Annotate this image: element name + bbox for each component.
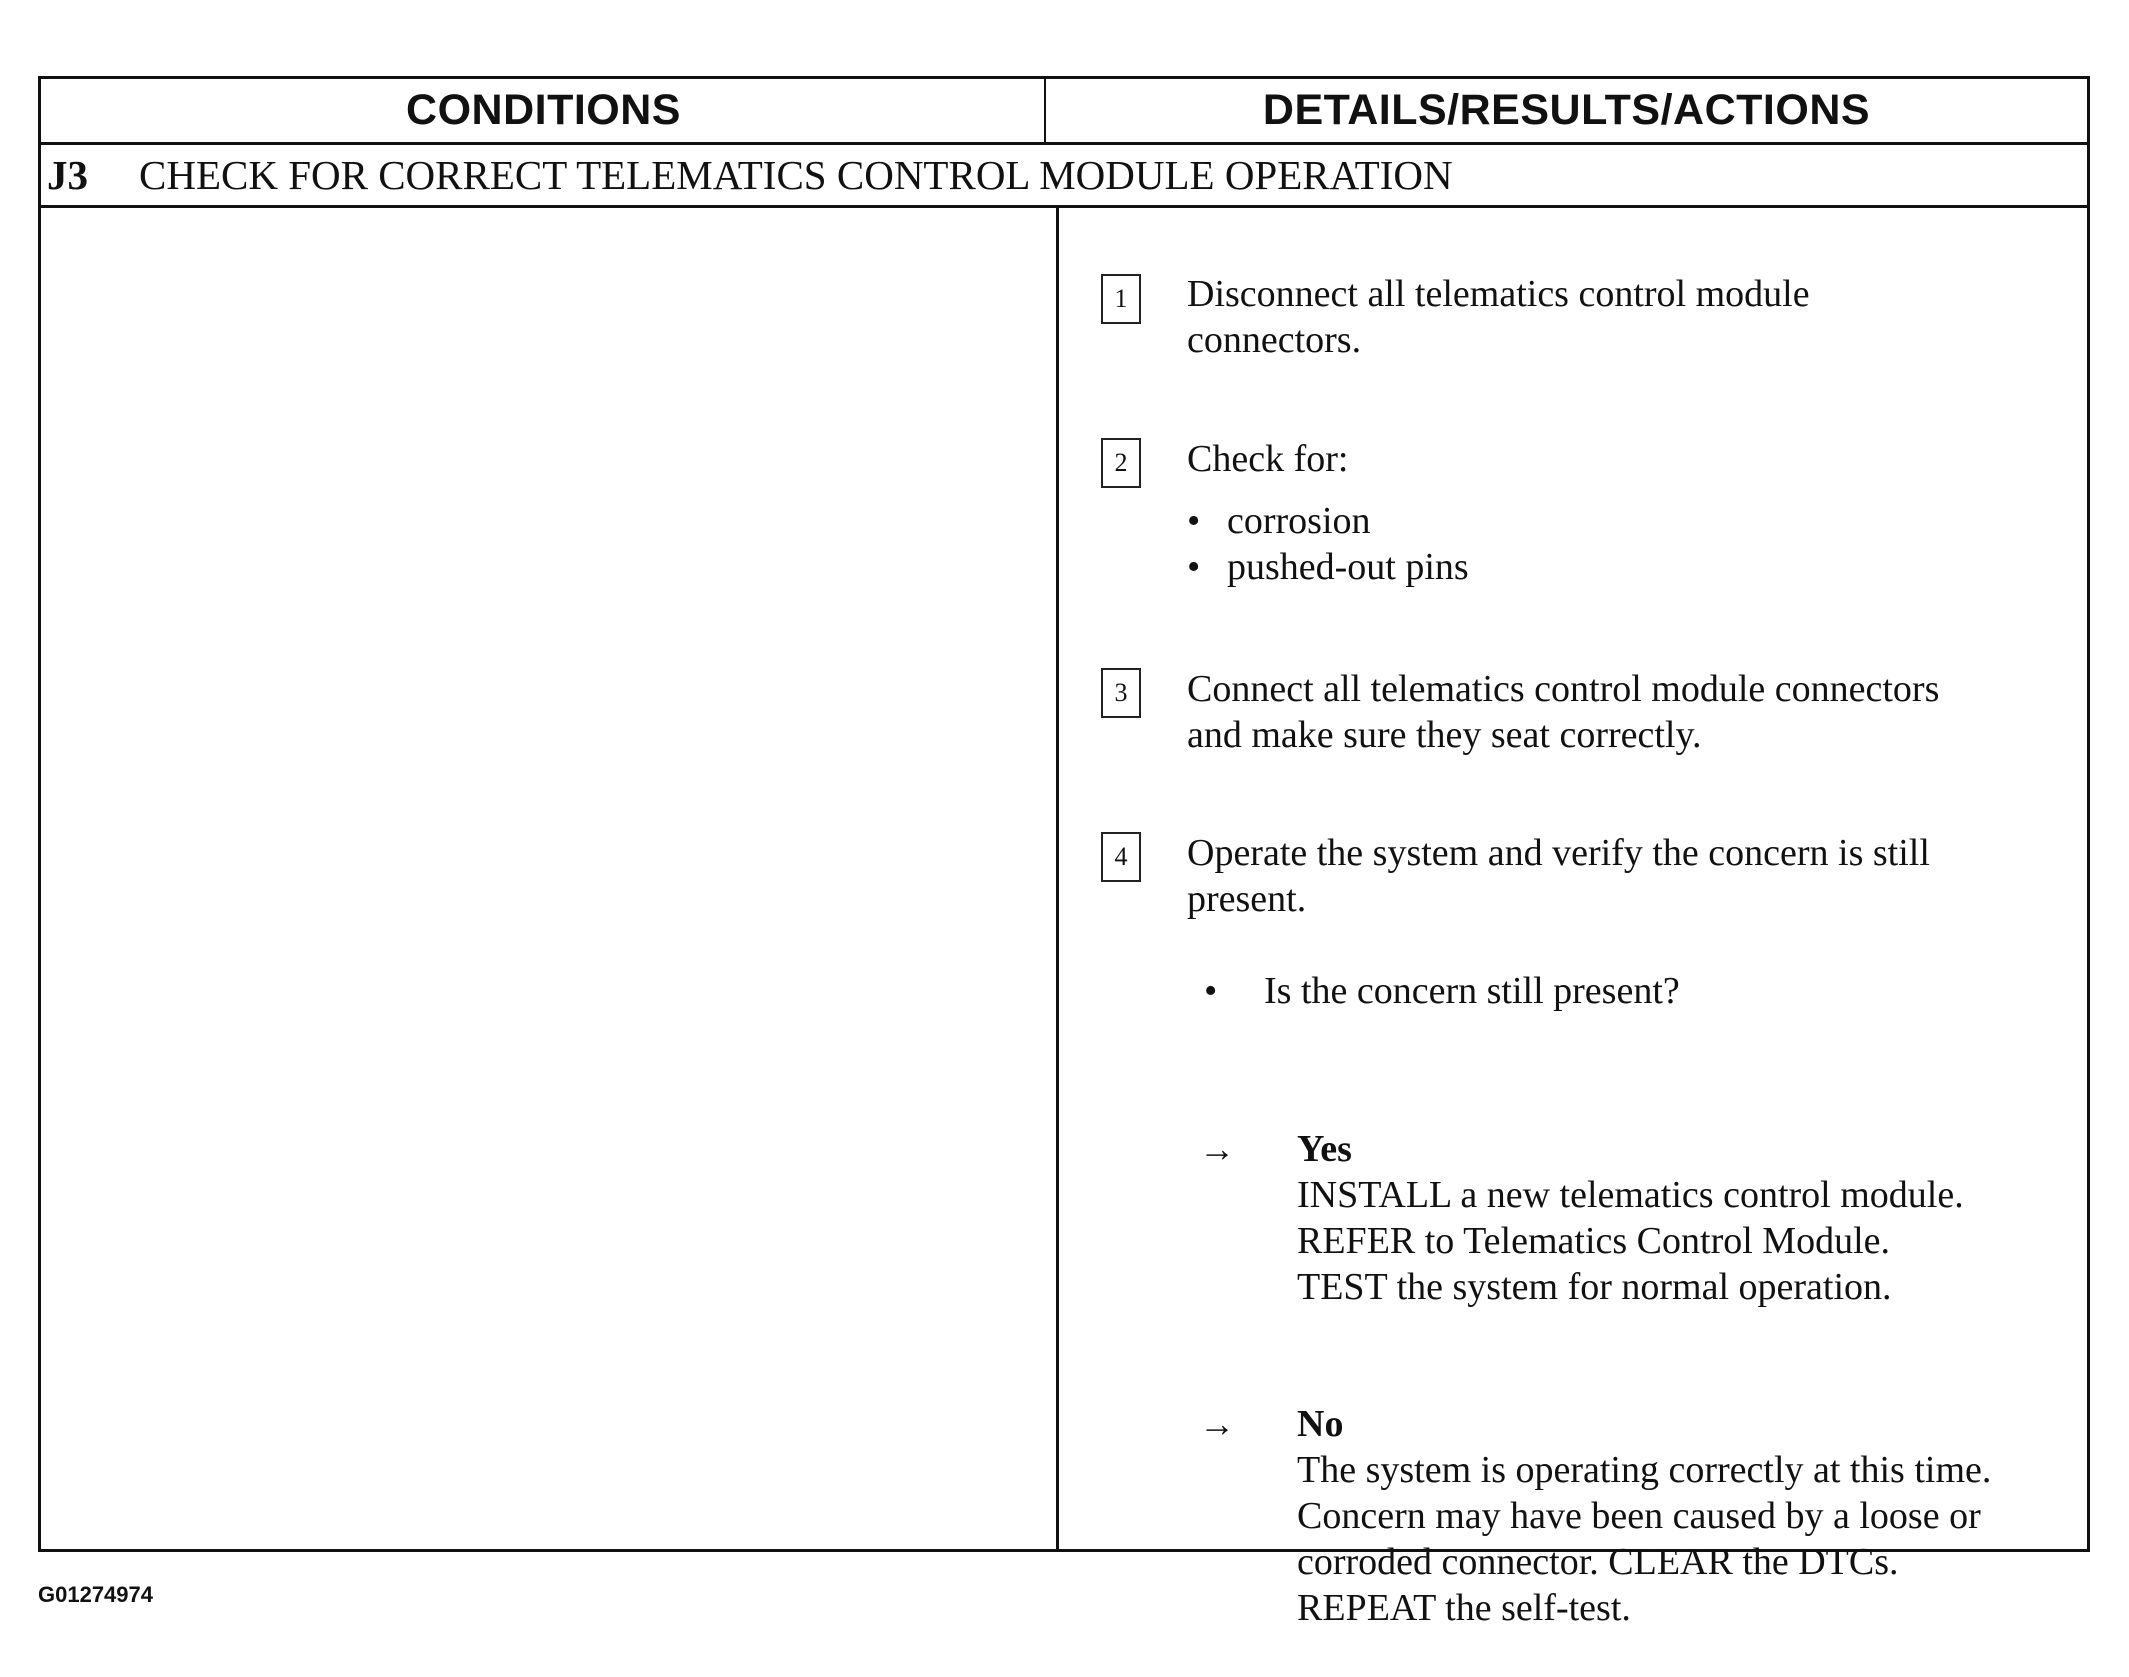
answer-line: TEST the system for normal operation.	[1297, 1266, 1892, 1308]
answer-text	[1297, 1401, 2067, 1631]
step-line: Check for:	[1187, 438, 1349, 480]
check-item: • corrosion	[1187, 498, 2067, 544]
answer-line: INSTALL a new telematics control module.	[1297, 1174, 1964, 1216]
step-line: Connect all telematics control module connectors	[1187, 668, 1940, 710]
step-number-box: 2	[1101, 438, 1141, 488]
arrow-right-icon: →	[1199, 1404, 1235, 1444]
step-line: Disconnect all telematics control module	[1187, 273, 1810, 315]
step-text	[1187, 830, 2067, 922]
arrow-right-icon: →	[1199, 1129, 1235, 1169]
header-conditions: CONDITIONS	[406, 86, 681, 134]
figure-id: G01274974	[38, 1582, 153, 1607]
step-line: and make sure they seat correctly.	[1187, 714, 1702, 756]
answer-line: REFER to Telematics Control Module.	[1297, 1220, 1890, 1262]
step-text	[1187, 436, 2067, 590]
answer-line: The system is operating correctly at this time.	[1297, 1449, 1992, 1491]
step-line: connectors.	[1187, 319, 1362, 361]
answer-text	[1297, 1126, 2067, 1310]
step-number-box: 4	[1101, 832, 1141, 882]
step-title: CHECK FOR CORRECT TELEMATICS CONTROL MODULE OPERATION	[139, 152, 1453, 198]
step-text	[1187, 271, 2067, 363]
answer-line: corroded connector. CLEAR the DTCs.	[1297, 1541, 1899, 1583]
header-details: DETAILS/RESULTS/ACTIONS	[1262, 86, 1871, 134]
answer-line: REPEAT the self-test.	[1297, 1587, 1631, 1629]
answer-label: Yes	[1297, 1128, 1352, 1170]
step-number-box: 3	[1101, 668, 1141, 718]
step-title-row	[41, 145, 2087, 205]
details-column	[1059, 208, 2087, 1629]
answer-line: Concern may have been caused by a loose or	[1297, 1495, 1981, 1537]
step-line: present.	[1187, 878, 1307, 920]
step-line: Operate the system and verify the concern is still	[1187, 832, 1930, 874]
check-list	[1187, 498, 2067, 590]
step-number-box: 1	[1101, 274, 1141, 324]
step-text	[1187, 666, 2067, 758]
check-item: • pushed-out pins	[1187, 544, 2067, 590]
question-text: • Is the concern still present?	[1204, 968, 2067, 1014]
answer-label: No	[1297, 1403, 1344, 1445]
step-id: J3	[47, 152, 88, 198]
question-list	[1204, 968, 2067, 1014]
